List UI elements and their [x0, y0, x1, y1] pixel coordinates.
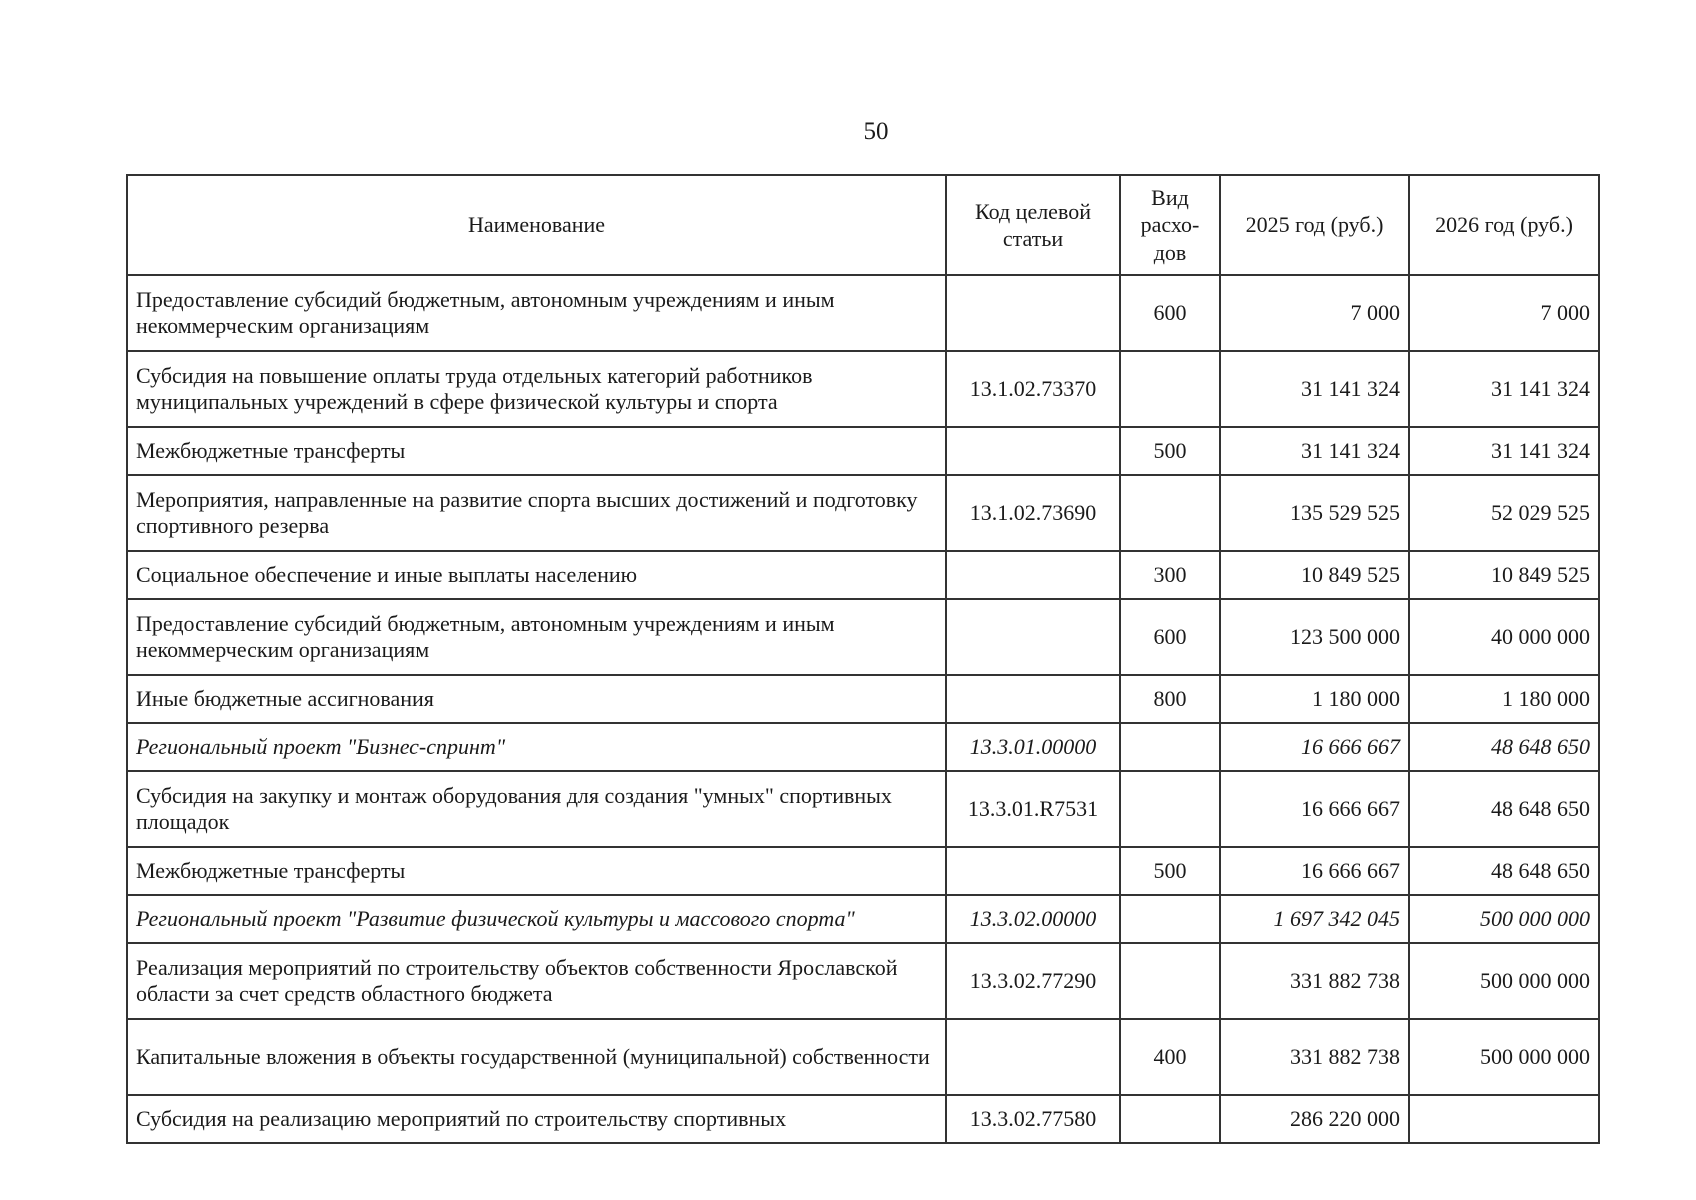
row-kind	[1120, 723, 1220, 771]
row-kind	[1120, 475, 1220, 551]
row-2026: 48 648 650	[1409, 847, 1599, 895]
row-2026: 500 000 000	[1409, 1019, 1599, 1095]
row-name: Предоставление субсидий бюджетным, автономным учреждениям и иным некоммерческим организациям	[127, 275, 946, 351]
row-kind	[1120, 943, 1220, 1019]
table-row	[127, 475, 1599, 551]
row-kind	[1120, 895, 1220, 943]
table-row	[127, 1019, 1599, 1095]
table-row	[127, 427, 1599, 475]
row-kind	[1120, 771, 1220, 847]
row-2026: 10 849 525	[1409, 551, 1599, 599]
row-name: Субсидия на повышение оплаты труда отдельных категорий работников муниципальных учреждений в сфере физической культуры и спорта	[127, 351, 946, 427]
row-name: Субсидия на реализацию мероприятий по строительству спортивных	[127, 1095, 946, 1143]
row-code	[946, 675, 1120, 723]
row-kind: 500	[1120, 847, 1220, 895]
header-kind: Вид расхо-дов	[1120, 175, 1220, 275]
row-2026: 31 141 324	[1409, 427, 1599, 475]
row-2025: 331 882 738	[1220, 943, 1409, 1019]
row-name: Межбюджетные трансферты	[127, 427, 946, 475]
row-code	[946, 427, 1120, 475]
header-2026: 2026 год (руб.)	[1409, 175, 1599, 275]
row-2025: 123 500 000	[1220, 599, 1409, 675]
table-row	[127, 1095, 1599, 1143]
row-kind: 600	[1120, 599, 1220, 675]
row-2026: 48 648 650	[1409, 723, 1599, 771]
row-2026	[1409, 1095, 1599, 1143]
table-row	[127, 551, 1599, 599]
table-row	[127, 675, 1599, 723]
header-2025: 2025 год (руб.)	[1220, 175, 1409, 275]
row-name: Мероприятия, направленные на развитие спорта высших достижений и подготовку спортивного резерва	[127, 475, 946, 551]
row-2025: 286 220 000	[1220, 1095, 1409, 1143]
row-code	[946, 847, 1120, 895]
row-kind: 500	[1120, 427, 1220, 475]
header-name: Наименование	[127, 175, 946, 275]
row-2025: 7 000	[1220, 275, 1409, 351]
row-2025: 16 666 667	[1220, 771, 1409, 847]
row-2025: 1 697 342 045	[1220, 895, 1409, 943]
row-name: Субсидия на закупку и монтаж оборудования для создания "умных" спортивных площадок	[127, 771, 946, 847]
row-name: Капитальные вложения в объекты государственной (муниципальной) собственности	[127, 1019, 946, 1095]
table-row	[127, 847, 1599, 895]
header-code: Код целевой статьи	[946, 175, 1120, 275]
table-row	[127, 275, 1599, 351]
budget-table	[126, 174, 1600, 1144]
row-code: 13.1.02.73370	[946, 351, 1120, 427]
row-code: 13.3.01.00000	[946, 723, 1120, 771]
table-row	[127, 723, 1599, 771]
row-kind: 800	[1120, 675, 1220, 723]
row-name: Социальное обеспечение и иные выплаты населению	[127, 551, 946, 599]
row-kind: 600	[1120, 275, 1220, 351]
row-name: Региональный проект "Развитие физической культуры и массового спорта"	[127, 895, 946, 943]
row-code: 13.1.02.73690	[946, 475, 1120, 551]
row-kind: 400	[1120, 1019, 1220, 1095]
row-2026: 500 000 000	[1409, 943, 1599, 1019]
row-2026: 500 000 000	[1409, 895, 1599, 943]
table-row	[127, 599, 1599, 675]
row-kind	[1120, 1095, 1220, 1143]
row-name: Предоставление субсидий бюджетным, автономным учреждениям и иным некоммерческим организациям	[127, 599, 946, 675]
row-2026: 31 141 324	[1409, 351, 1599, 427]
row-2026: 40 000 000	[1409, 599, 1599, 675]
row-2025: 331 882 738	[1220, 1019, 1409, 1095]
row-2026: 1 180 000	[1409, 675, 1599, 723]
row-code: 13.3.02.77290	[946, 943, 1120, 1019]
row-name: Региональный проект "Бизнес-спринт"	[127, 723, 946, 771]
row-name: Иные бюджетные ассигнования	[127, 675, 946, 723]
row-code: 13.3.02.77580	[946, 1095, 1120, 1143]
row-code	[946, 551, 1120, 599]
table-row	[127, 895, 1599, 943]
row-kind	[1120, 351, 1220, 427]
row-2025: 16 666 667	[1220, 723, 1409, 771]
row-code: 13.3.01.R7531	[946, 771, 1120, 847]
row-name: Реализация мероприятий по строительству объектов собственности Ярославской области за счет средств областного бюджета	[127, 943, 946, 1019]
row-kind: 300	[1120, 551, 1220, 599]
row-code	[946, 1019, 1120, 1095]
row-2025: 10 849 525	[1220, 551, 1409, 599]
row-2025: 1 180 000	[1220, 675, 1409, 723]
row-2025: 31 141 324	[1220, 427, 1409, 475]
table-row	[127, 943, 1599, 1019]
row-code: 13.3.02.00000	[946, 895, 1120, 943]
row-name: Межбюджетные трансферты	[127, 847, 946, 895]
row-2026: 48 648 650	[1409, 771, 1599, 847]
page-number: 50	[863, 118, 889, 145]
row-2026: 7 000	[1409, 275, 1599, 351]
row-2025: 16 666 667	[1220, 847, 1409, 895]
row-code	[946, 599, 1120, 675]
row-2025: 135 529 525	[1220, 475, 1409, 551]
row-2026: 52 029 525	[1409, 475, 1599, 551]
table-row	[127, 351, 1599, 427]
row-code	[946, 275, 1120, 351]
table-row	[127, 771, 1599, 847]
row-2025: 31 141 324	[1220, 351, 1409, 427]
